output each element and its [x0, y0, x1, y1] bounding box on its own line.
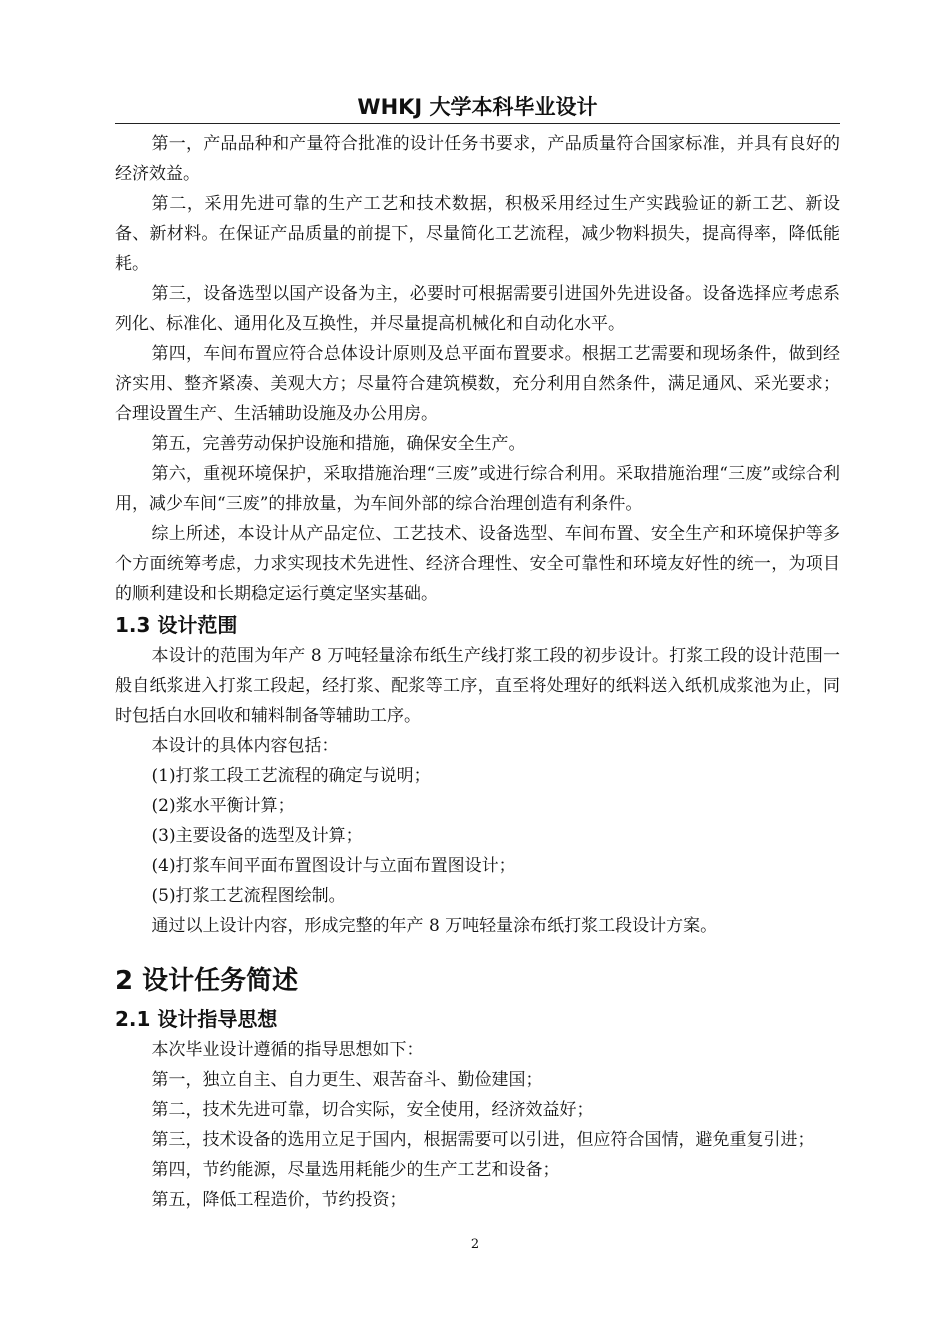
paragraph: 第三，技术设备的选用立足于国内，根据需要可以引进，但应符合国情，避免重复引进；	[151, 1130, 815, 1150]
paragraph: 第一，产品品种和产量符合批准的设计任务书要求，产品质量符合国家标准，并具有良好的经济效益。	[115, 134, 840, 184]
paragraph: 第六，重视环境保护，采取措施治理“三废”或进行综合利用。采取措施治理“三废”或综合利用，减少车间“三废”的排放量，为车间外部的综合治理创造有利条件。	[115, 464, 840, 514]
section-heading-1-3: 1.3 设计范围	[115, 613, 238, 637]
paragraph: 第一，独立自主、自力更生、艰苦奋斗、勤俭建国；	[151, 1070, 543, 1090]
list-item: (4)打浆车间平面布置图设计与立面布置图设计；	[151, 856, 516, 876]
paragraph: 第四，节约能源，尽量选用耗能少的生产工艺和设备；	[151, 1160, 560, 1180]
paragraph: 综上所述，本设计从产品定位、工艺技术、设备选型、车间布置、安全生产和环境保护等多个方面统筹考虑，力求实现技术先进性、经济合理性、安全可靠性和环境友好性的统一，为项目的顺利建设和长期稳定运行奠定坚实基础。	[115, 524, 840, 604]
list-item: (5)打浆工艺流程图绘制。	[151, 886, 346, 906]
page-number: 2	[470, 1237, 480, 1252]
paragraph: 本设计的具体内容包括：	[151, 736, 339, 756]
page-body	[115, 129, 840, 1215]
paragraph: 第二，技术先进可靠，切合实际，安全使用，经济效益好；	[151, 1100, 594, 1120]
chapter-heading-2: 2 设计任务简述	[115, 966, 299, 996]
paragraph: 通过以上设计内容，形成完整的年产 8 万吨轻量涂布纸打浆工段设计方案。	[151, 916, 718, 936]
header-divider	[115, 123, 840, 124]
paragraph: 本次毕业设计遵循的指导思想如下：	[151, 1040, 424, 1060]
list-item: (3)主要设备的选型及计算；	[151, 826, 363, 846]
section-heading-2-1: 2.1 设计指导思想	[115, 1007, 278, 1031]
list-item: (2)浆水平衡计算；	[151, 796, 295, 816]
paragraph: 第三，设备选型以国产设备为主，必要时可根据需要引进国外先进设备。设备选择应考虑系列化、标准化、通用化及互换性，并尽量提高机械化和自动化水平。	[115, 284, 840, 334]
paragraph: 第五，完善劳动保护设施和措施，确保安全生产。	[151, 434, 526, 454]
list-item: (1)打浆工段工艺流程的确定与说明；	[151, 766, 431, 786]
page-header-title: WHKJ 大学本科毕业设计	[357, 95, 598, 119]
paragraph: 第二，采用先进可靠的生产工艺和技术数据，积极采用经过生产实践验证的新工艺、新设备、新材料。在保证产品质量的前提下，尽量简化工艺流程，减少物料损失，提高得率，降低能耗。	[115, 194, 840, 274]
paragraph: 本设计的范围为年产 8 万吨轻量涂布纸生产线打浆工段的初步设计。打浆工段的设计范围一般自纸浆进入打浆工段起，经打浆、配浆等工序，直至将处理好的纸料送入纸机成浆池为止，同时包括白水回收和辅料制备等辅助工序。	[115, 646, 840, 726]
paragraph: 第五，降低工程造价，节约投资；	[151, 1190, 407, 1210]
paragraph: 第四，车间布置应符合总体设计原则及总平面布置要求。根据工艺需要和现场条件，做到经济实用、整齐紧凑、美观大方；尽量符合建筑模数，充分利用自然条件，满足通风、采光要求；合理设置生产、生活辅助设施及办公用房。	[115, 344, 840, 424]
